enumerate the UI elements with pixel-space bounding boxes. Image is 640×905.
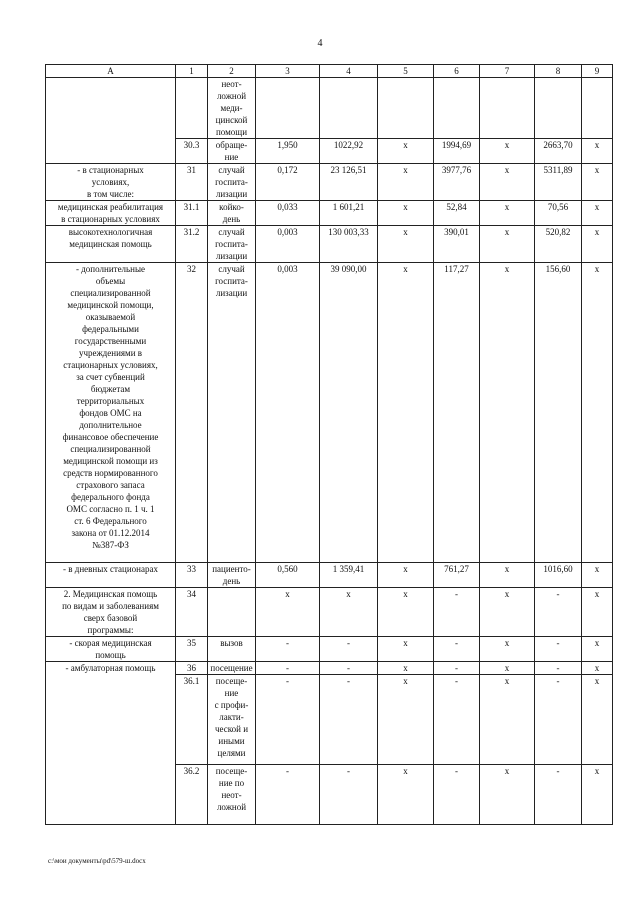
col-5-cell: х <box>378 662 434 675</box>
col-6-cell: - <box>434 675 480 765</box>
volume-norm-cell: - <box>256 765 320 825</box>
col-5-cell: х <box>378 563 434 588</box>
table-row <box>46 588 613 637</box>
col-6-cell: 52,84 <box>434 201 480 226</box>
col-7-cell: х <box>480 765 535 825</box>
name-cell: - в дневных стационарах <box>46 563 176 588</box>
table-row <box>46 563 613 588</box>
cost-norm-cell: - <box>320 765 378 825</box>
col-5-cell: х <box>378 263 434 563</box>
col-7-cell: х <box>480 637 535 662</box>
col-8-cell: - <box>535 637 582 662</box>
col-6-cell: - <box>434 662 480 675</box>
col-5-cell: х <box>378 201 434 226</box>
unit-cell: пациенто- день <box>208 563 256 588</box>
name-cell <box>46 675 176 765</box>
col-6-cell: 117,27 <box>434 263 480 563</box>
unit-cell: случай госпита- лизации <box>208 263 256 563</box>
col-5-cell: х <box>378 139 434 164</box>
header-cell-a: А <box>46 65 176 78</box>
volume-norm-cell: 0,033 <box>256 201 320 226</box>
cost-norm-cell <box>320 78 378 139</box>
col-8-cell: - <box>535 662 582 675</box>
col-7-cell: х <box>480 201 535 226</box>
unit-cell: посеще- ние по неот- ложной <box>208 765 256 825</box>
col-7-cell: х <box>480 563 535 588</box>
cost-norm-cell: - <box>320 662 378 675</box>
col-8-cell: 2663,70 <box>535 139 582 164</box>
unit-cell: койко- день <box>208 201 256 226</box>
col-8-cell: 5311,89 <box>535 164 582 201</box>
name-cell <box>46 765 176 825</box>
cost-norm-cell: 39 090,00 <box>320 263 378 563</box>
col-5-cell: х <box>378 637 434 662</box>
col-7-cell <box>480 78 535 139</box>
col-9-cell: х <box>582 637 613 662</box>
cost-norm-cell: х <box>320 588 378 637</box>
col-7-cell: х <box>480 139 535 164</box>
table-row <box>46 78 613 139</box>
unit-cell: неот- ложной меди- цинской помощи <box>208 78 256 139</box>
col-9-cell: х <box>582 226 613 263</box>
table-row <box>46 139 613 164</box>
volume-norm-cell: - <box>256 637 320 662</box>
col-8-cell: 156,60 <box>535 263 582 563</box>
col-6-cell: - <box>434 765 480 825</box>
col-8-cell: 70,56 <box>535 201 582 226</box>
col-8-cell: - <box>535 588 582 637</box>
table-row <box>46 263 613 563</box>
row-number-cell: 36.2 <box>176 765 208 825</box>
header-cell-9: 9 <box>582 65 613 78</box>
cost-norm-cell: 23 126,51 <box>320 164 378 201</box>
col-9-cell: х <box>582 263 613 563</box>
row-number-cell <box>176 78 208 139</box>
col-9-cell: х <box>582 765 613 825</box>
col-5-cell: х <box>378 164 434 201</box>
col-9-cell: х <box>582 662 613 675</box>
col-9-cell: х <box>582 563 613 588</box>
col-9-cell: х <box>582 201 613 226</box>
volume-norm-cell: 1,950 <box>256 139 320 164</box>
volume-norm-cell: 0,003 <box>256 263 320 563</box>
unit-cell: обраще- ние <box>208 139 256 164</box>
header-cell-7: 7 <box>480 65 535 78</box>
header-cell-6: 6 <box>434 65 480 78</box>
name-cell: высокотехнологичная медицинская помощь <box>46 226 176 263</box>
col-7-cell: х <box>480 662 535 675</box>
col-6-cell: 390,01 <box>434 226 480 263</box>
header-cell-1: 1 <box>176 65 208 78</box>
row-number-cell: 30.3 <box>176 139 208 164</box>
volume-norm-cell: 0,172 <box>256 164 320 201</box>
col-5-cell: х <box>378 675 434 765</box>
name-cell: 2. Медицинская помощь по видам и заболеваниям сверх базовой программы: <box>46 588 176 637</box>
name-cell: - амбулаторная помощь <box>46 662 176 675</box>
name-cell: - в стационарных условиях, в том числе: <box>46 164 176 201</box>
page-number: 4 <box>317 38 323 49</box>
header-cell-2: 2 <box>208 65 256 78</box>
table-row <box>46 675 613 765</box>
unit-cell: посещение <box>208 662 256 675</box>
name-cell: медицинская реабилитация в стационарных условиях <box>46 201 176 226</box>
col-9-cell: х <box>582 588 613 637</box>
row-number-cell: 31.1 <box>176 201 208 226</box>
cost-norm-cell: - <box>320 675 378 765</box>
col-6-cell: 761,27 <box>434 563 480 588</box>
col-9-cell: х <box>582 675 613 765</box>
col-6-cell <box>434 78 480 139</box>
row-number-cell: 35 <box>176 637 208 662</box>
col-8-cell <box>535 78 582 139</box>
volume-norm-cell: 0,560 <box>256 563 320 588</box>
row-number-cell: 31.2 <box>176 226 208 263</box>
table-header-row <box>46 65 613 78</box>
table-body <box>46 78 613 825</box>
col-8-cell: - <box>535 765 582 825</box>
table-row <box>46 637 613 662</box>
financing-table <box>45 64 613 825</box>
header-cell-4: 4 <box>320 65 378 78</box>
header-cell-8: 8 <box>535 65 582 78</box>
row-number-cell: 33 <box>176 563 208 588</box>
col-7-cell: х <box>480 263 535 563</box>
table-row <box>46 226 613 263</box>
col-8-cell: 520,82 <box>535 226 582 263</box>
col-9-cell <box>582 78 613 139</box>
unit-cell <box>208 588 256 637</box>
name-cell: - дополнительные объемы специализированной медицинской помощи, оказываемой федеральными государственными учреждениями в стационарных условиях, за счет субвенций бюджетам территориальных фондов ОМС на дополнительное финансовое обеспечение специализированной медицинской помощи из средств нормированного страхового запаса федерального фонда ОМС согласно п. 1 ч. 1 ст. 6 Федерального закона от 01.12.2014 №387-ФЗ <box>46 263 176 563</box>
name-cell <box>46 78 176 139</box>
col-7-cell: х <box>480 588 535 637</box>
table-row <box>46 765 613 825</box>
row-number-cell: 36.1 <box>176 675 208 765</box>
cost-norm-cell: - <box>320 637 378 662</box>
cost-norm-cell: 130 003,33 <box>320 226 378 263</box>
col-6-cell: 1994,69 <box>434 139 480 164</box>
col-5-cell: х <box>378 765 434 825</box>
col-6-cell: - <box>434 588 480 637</box>
volume-norm-cell: х <box>256 588 320 637</box>
col-7-cell: х <box>480 164 535 201</box>
col-6-cell: - <box>434 637 480 662</box>
col-5-cell: х <box>378 226 434 263</box>
row-number-cell: 34 <box>176 588 208 637</box>
col-5-cell <box>378 78 434 139</box>
col-9-cell: х <box>582 139 613 164</box>
cost-norm-cell: 1022,92 <box>320 139 378 164</box>
row-number-cell: 32 <box>176 263 208 563</box>
volume-norm-cell: - <box>256 675 320 765</box>
col-8-cell: - <box>535 675 582 765</box>
unit-cell: случай госпита- лизации <box>208 226 256 263</box>
volume-norm-cell: 0,003 <box>256 226 320 263</box>
col-7-cell: х <box>480 675 535 765</box>
table-row <box>46 662 613 675</box>
unit-cell: посеще- ние с профи- лакти- ческой и иными целями <box>208 675 256 765</box>
col-6-cell: 3977,76 <box>434 164 480 201</box>
unit-cell: вызов <box>208 637 256 662</box>
row-number-cell: 36 <box>176 662 208 675</box>
col-9-cell: х <box>582 164 613 201</box>
row-number-cell: 31 <box>176 164 208 201</box>
name-cell: - скорая медицинская помощь <box>46 637 176 662</box>
table-row <box>46 201 613 226</box>
name-cell <box>46 139 176 164</box>
unit-cell: случай госпита- лизации <box>208 164 256 201</box>
col-5-cell: х <box>378 588 434 637</box>
col-7-cell: х <box>480 226 535 263</box>
col-8-cell: 1016,60 <box>535 563 582 588</box>
header-cell-3: 3 <box>256 65 320 78</box>
table-row <box>46 164 613 201</box>
header-cell-5: 5 <box>378 65 434 78</box>
volume-norm-cell: - <box>256 662 320 675</box>
cost-norm-cell: 1 359,41 <box>320 563 378 588</box>
cost-norm-cell: 1 601,21 <box>320 201 378 226</box>
volume-norm-cell <box>256 78 320 139</box>
footer-file-path: c:\мои документы\pd\579-ш.docx <box>48 857 146 865</box>
